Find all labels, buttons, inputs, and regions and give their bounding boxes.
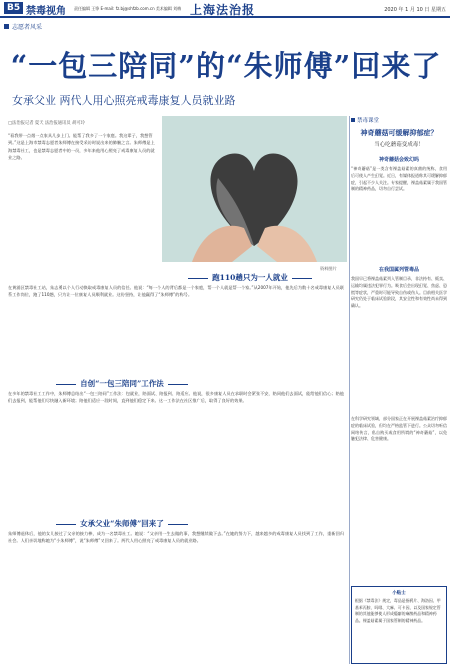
- photo-caption: 资料图片: [320, 266, 337, 271]
- section-2-text: 在多年的禁毒社工工作中，朱师傅总结出“一包三陪同”工作法：包就业，陪面试、陪报到、陪适应。他说，很多康复人员在求职时会紧张不安，陪同他们去面试，能给他们信心；陪他们去报到，能帮他们尽快融入新环境；陪他们适应一段时间，直到他们稳定下来。这一工作法在社区推广后，取得了良好的效果。: [8, 391, 344, 404]
- sidebar-paragraph-3: 在科学研究领域，部分国家正在开展裸盖菇素治疗抑郁症的临床试验，但均在严格监管下进行。公众切勿听信网络传言，私自购买或食用所谓的“神奇蘑菇”，以免触犯法律、危害健康。: [351, 416, 447, 442]
- sidebar-tag: 禁毒课堂: [351, 116, 379, 124]
- sidebar-paragraph-1: “神奇蘑菇”是一类含有裸盖菇素的真菌的统称，食用后可使人产生幻觉。近日，有媒体报道称其可缓解抑郁症，引起不少人关注。专家提醒，裸盖菇素属于我国管制的精神药品，切勿自行尝试。: [351, 166, 447, 192]
- sidebar-marker-icon: [351, 118, 355, 122]
- sidebar-heading-2: 在我国属列管毒品: [378, 267, 419, 273]
- column-name: 禁毒视角: [26, 6, 66, 17]
- paper-name: 上海法治报: [190, 3, 256, 17]
- sidebar-subtitle: 当心吃蘑菇变成毒！: [374, 142, 424, 148]
- section-label: 志愿者风采: [4, 22, 42, 31]
- sidebar-title: 神奇蘑菇可缓解抑郁症？: [360, 128, 438, 137]
- section-heading-3: 女承父业“朱师傅”回来了: [8, 518, 236, 529]
- masthead: [0, 0, 450, 18]
- lead-paragraph: “看我带一点烟一点家具几步上门。能帮了我多了一个家庭。我这辈子，我想管到。”这是上海市禁毒志愿者朱师傅在接受采访时说出来的肺腑之言。朱师傅是上海禁毒社工，也是禁毒志愿者中的一员，多年来他用心照亮了戒毒康复人员的就业之路。: [8, 133, 155, 161]
- tip-box-text: 根据《禁毒法》规定，毒品是指鸦片、海洛因、甲基苯丙胺、吗啡、大麻、可卡因，以及国家规定管制的其他能够使人形成瘾癖的麻醉药品和精神药品。裸盖菇素属于国家管制的精神药品。: [355, 598, 441, 623]
- masthead-meta: 责任编辑 王铮 E-mail: fz.bj@shfzb.com.cn 美术编辑 刘梅: [74, 6, 182, 11]
- heart-hands-icon: [162, 116, 347, 262]
- section-3-text: 朱师傅退休后，他的女儿接过了父亲的接力棒，成为一名禁毒社工。她说：“父亲用一生去做的事，我想继续做下去。”在她的努力下，越来越多的戒毒康复人员找到了工作，重新回归社会。人们亲切地称她为“小朱师傅”，说“朱师傅”又回来了。两代人用心照亮了戒毒康复人员的就业路。: [8, 531, 344, 544]
- tip-box-title: 小贴士: [392, 591, 406, 596]
- subheadline: 女承父业 两代人用心照亮戒毒康复人员就业路: [12, 94, 236, 107]
- headline: “一包三陪同”的“朱师傅”回来了: [10, 49, 442, 83]
- byline: □法治报记者 夏天 法治报通讯员 胡可玲: [8, 121, 85, 126]
- section-heading-2: 自创“一包三陪同”工作法: [8, 378, 236, 389]
- issue-date: 2020 年 1 月 10 日 星期五: [384, 7, 446, 13]
- section-1-text: 在黄浦区禁毒社工站，朱志勇以个人行动换取戒毒康复人员的信任。他说：“每一个人的背后都是一个家庭，帮一个人就是帮一个家。”从2007年开始，他先后为数十名戒毒康复人员联系工作岗位，跑了110趟，只为让一位康复人员顺利就业。这份坚持，让他赢得了“朱师傅”的称号。: [8, 285, 344, 298]
- sidebar-column: [351, 116, 447, 664]
- sidebar-paragraph-2: 我国早已将裸盖菇素列入管制目录，非法持有、贩卖、运输均属违法犯罪行为。吸食后会出现幻觉、焦虑、恐慌等症状，严重时可能导致自伤或伤人。目前相关医学研究仍处于临床试验阶段，其安全性和有效性尚未得到确认。: [351, 276, 447, 309]
- sidebar-heading-1: 神奇蘑菇会致幻吗: [378, 157, 419, 163]
- column-divider: [349, 116, 350, 664]
- section-marker-icon: [4, 24, 9, 29]
- page-number: B5: [4, 2, 23, 14]
- article-photo: [162, 116, 347, 262]
- section-heading-1: 跑110趟只为一人就业: [150, 272, 350, 283]
- tip-box: [351, 586, 447, 664]
